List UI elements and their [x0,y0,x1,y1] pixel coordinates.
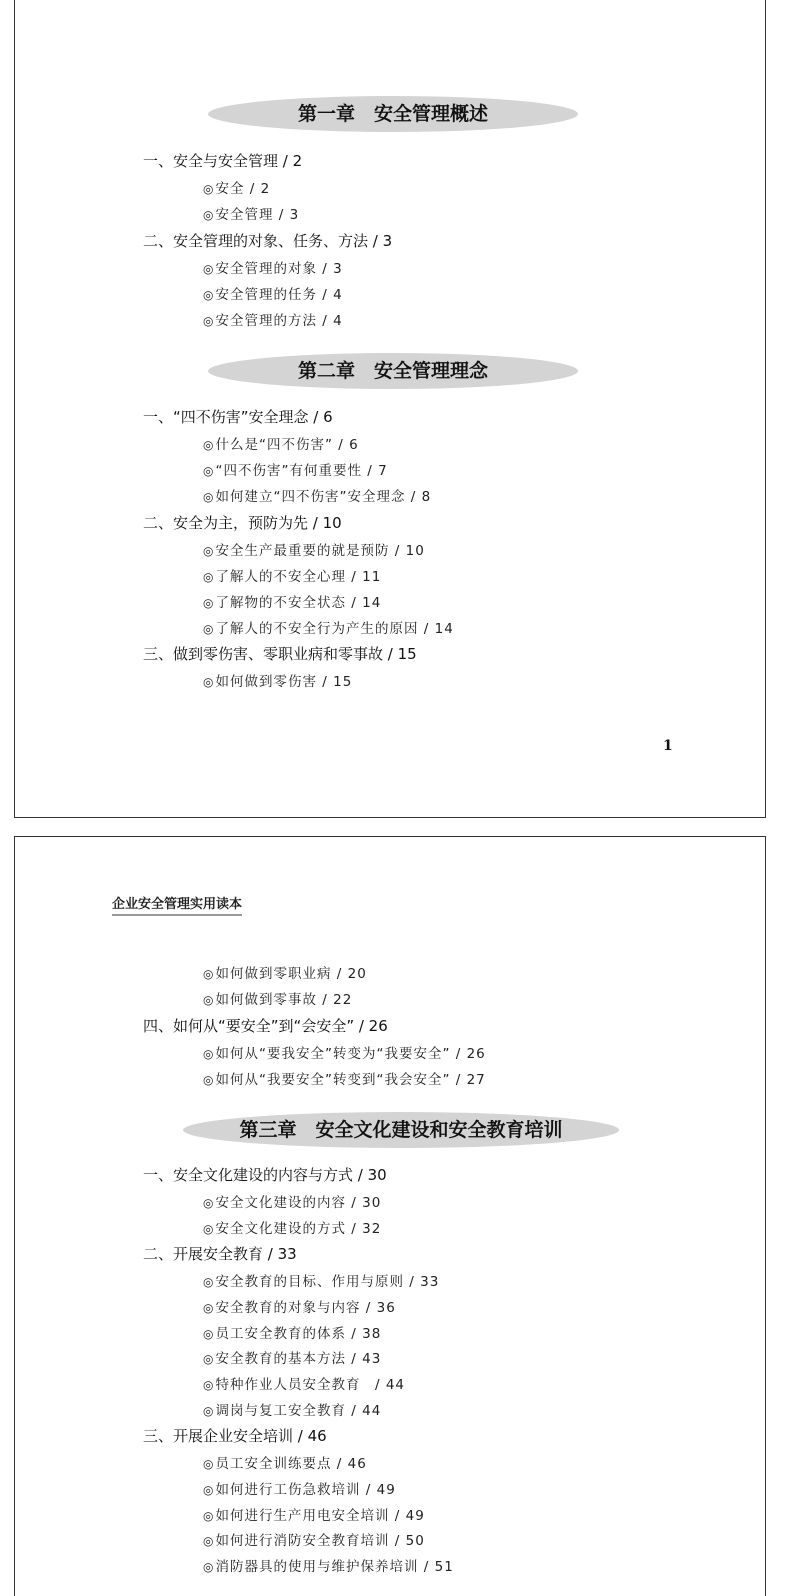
chapter-1-title: 第一章 安全管理概述 [208,96,578,132]
toc-item-text: 员工安全教育的体系 / 38 [215,1326,382,1342]
toc-item [203,670,352,690]
bullet-icon: ◎ [203,1196,215,1210]
bullet-icon: ◎ [203,1047,215,1061]
page-number: 1 [663,738,673,754]
toc-item-text: 安全管理的对象 / 3 [215,261,343,277]
bullet-icon: ◎ [203,1301,215,1315]
toc-item [203,1347,381,1367]
bullet-icon: ◎ [203,1404,215,1418]
toc-item [203,433,359,453]
bullet-icon: ◎ [203,1534,215,1548]
section-heading: 二、开展安全教育 / 33 [143,1245,297,1263]
toc-item-text: 安全教育的目标、作用与原则 / 33 [215,1274,440,1290]
toc-item-text: 如何做到零职业病 / 20 [215,966,367,982]
bullet-icon: ◎ [203,1457,215,1471]
bullet-icon: ◎ [203,288,215,302]
section-heading: 一、“四不伤害”安全理念 / 6 [143,408,333,426]
toc-item-text: 安全生产最重要的就是预防 / 10 [215,543,425,559]
bullet-icon: ◎ [203,208,215,222]
toc-item-text: 员工安全训练要点 / 46 [215,1456,367,1472]
toc-item-text: 如何从“我要安全”转变到“我会安全” / 27 [215,1072,486,1088]
toc-item [203,1217,381,1237]
toc-item [203,283,343,303]
section-heading: 二、安全管理的对象、任务、方法 / 3 [143,232,393,250]
toc-item [203,1555,454,1575]
toc-item-text: 了解人的不安全心理 / 11 [215,569,382,585]
toc-item-text: 如何做到零事故 / 22 [215,992,353,1008]
toc-item [203,1270,439,1290]
bullet-icon: ◎ [203,314,215,328]
toc-item-text: 安全管理的任务 / 4 [215,287,343,303]
toc-item [203,539,425,559]
toc-item-text: 安全教育的对象与内容 / 36 [215,1300,396,1316]
chapter-2-title: 第二章 安全管理理念 [208,353,578,389]
toc-item-text: 消防器具的使用与维护保养培训 / 51 [215,1559,454,1575]
bullet-icon: ◎ [203,596,215,610]
toc-item [203,1191,381,1211]
toc-item [203,459,388,479]
bullet-icon: ◎ [203,1275,215,1289]
toc-item-text: 如何进行工伤急救培训 / 49 [215,1482,396,1498]
toc-item [203,962,367,982]
toc-item-text: 如何做到零伤害 / 15 [215,674,353,690]
chapter-3-title: 第三章 安全文化建设和安全教育培训 [183,1112,619,1148]
bullet-icon: ◎ [203,490,215,504]
section-heading: 三、开展企业安全培训 / 46 [143,1427,327,1445]
bullet-icon: ◎ [203,438,215,452]
toc-item-text: 如何从“要我安全”转变为“我要安全” / 26 [215,1046,486,1062]
toc-item-text: “四不伤害”有何重要性 / 7 [215,463,388,479]
bullet-icon: ◎ [203,993,215,1007]
toc-item [203,1529,425,1549]
toc-item-text: 安全 / 2 [215,181,271,197]
bullet-icon: ◎ [203,182,215,196]
toc-item [203,1068,486,1088]
toc-item-text: 什么是“四不伤害” / 6 [215,437,359,453]
toc-item-text: 安全管理 / 3 [215,207,300,223]
bullet-icon: ◎ [203,1560,215,1574]
bullet-icon: ◎ [203,1509,215,1523]
bullet-icon: ◎ [203,1327,215,1341]
toc-item-text: 如何建立“四不伤害”安全理念 / 8 [215,489,432,505]
bullet-icon: ◎ [203,570,215,584]
page-1 [14,0,766,818]
toc-item [203,309,343,329]
bullet-icon: ◎ [203,1222,215,1236]
section-heading: 三、做到零伤害、零职业病和零事故 / 15 [143,645,417,663]
bullet-icon: ◎ [203,675,215,689]
toc-item [203,1452,367,1472]
bullet-icon: ◎ [203,262,215,276]
toc-item-text: 如何进行生产用电安全培训 / 49 [215,1508,425,1524]
toc-item [203,565,381,585]
toc-item-text: 安全文化建设的方式 / 32 [215,1221,382,1237]
toc-item [203,485,431,505]
bullet-icon: ◎ [203,544,215,558]
toc-item [203,1042,486,1062]
toc-item [203,1504,425,1524]
toc-item-text: 安全管理的方法 / 4 [215,313,343,329]
toc-item [203,203,299,223]
toc-item-text: 如何进行消防安全教育培训 / 50 [215,1533,425,1549]
running-title: 企业安全管理实用读本 [112,893,242,916]
section-heading: 四、如何从“要安全”到“会安全” / 26 [143,1017,388,1035]
toc-item-text: 安全教育的基本方法 / 43 [215,1351,382,1367]
bullet-icon: ◎ [203,1483,215,1497]
bullet-icon: ◎ [203,967,215,981]
section-heading: 一、安全文化建设的内容与方式 / 30 [143,1166,387,1184]
section-heading: 二、安全为主，预防为先 / 10 [143,514,342,532]
toc-item [203,617,454,637]
section-heading: 一、安全与安全管理 / 2 [143,152,303,170]
page-2 [14,836,766,1596]
toc-item [203,988,352,1008]
toc-item [203,1478,396,1498]
bullet-icon: ◎ [203,1378,215,1392]
toc-item-text: 安全文化建设的内容 / 30 [215,1195,382,1211]
toc-item-text: 了解人的不安全行为产生的原因 / 14 [215,621,454,637]
bullet-icon: ◎ [203,622,215,636]
bullet-icon: ◎ [203,464,215,478]
toc-item [203,591,381,611]
toc-item [203,1373,405,1393]
toc-item [203,177,270,197]
toc-item [203,1322,381,1342]
toc-item-text: 了解物的不安全状态 / 14 [215,595,382,611]
bullet-icon: ◎ [203,1073,215,1087]
toc-item [203,257,343,277]
bullet-icon: ◎ [203,1352,215,1366]
toc-item [203,1399,381,1419]
toc-item-text: 调岗与复工安全教育 / 44 [215,1403,382,1419]
toc-item-text: 特种作业人员安全教育 / 44 [215,1377,406,1393]
toc-item [203,1296,396,1316]
